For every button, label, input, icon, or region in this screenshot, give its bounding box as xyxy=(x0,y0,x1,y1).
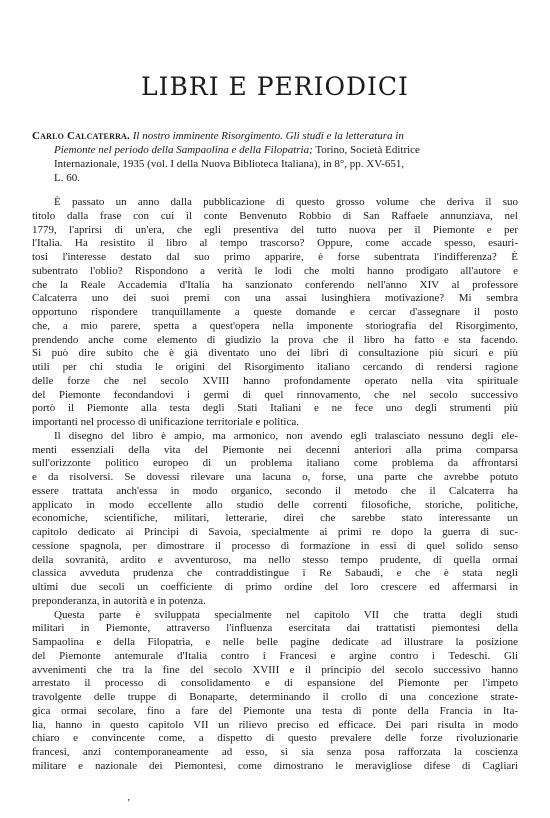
text-line: che la Reale Accademia d'Italia ha sanzionato conferendo nell'anno XIV al professore xyxy=(32,278,518,291)
text-line: essere trattata anch'essa in modo organico, secondo il metodo che il Calcaterra ha xyxy=(32,484,518,497)
text-line: titolo dalla frase con cui il conte Benvenuto Robbio di San Raffaele annunziava, nel xyxy=(32,209,518,222)
text-line: utili per chi studia le origini del Risorgimento italiano cercando di rendersi ragione xyxy=(32,361,518,373)
text-line: Sampaolina e della Filopatria, e nelle belle pagine dedicate ad illustrare la posizione xyxy=(32,636,518,648)
price: L. 60. xyxy=(54,171,80,184)
text-line: subentrato l'oblio? Rispondono a verità le lodi che molti hanno prodigato all'autore e xyxy=(32,264,518,277)
text-line: chiaro e convincente come, a dispetto di questo prevalere delle forze rivoluzionarie xyxy=(32,732,518,745)
text-line: della sovranità, ardito e avventuroso, ma nello stesso tempo prudente, di quella ormai xyxy=(32,553,518,566)
text-line: arrestato il processo di consolidamento e di espansione del Piemonte per l'impeto xyxy=(32,677,518,690)
publisher-part-2: Internazionale, 1935 (vol. I della Nuova Biblioteca Italiana), in 8°, pp. XV-651, xyxy=(54,157,405,170)
text-line: gica ormai secolare, fino a fare del Piemonte una testa di ponte della Francia in Ita- xyxy=(32,704,518,717)
text-line: Calcaterra uno dei suoi premi con una assai lusinghiera motivazione? Mi sembra xyxy=(32,292,518,305)
text-line: classica avveduta prudenza che contraddistingue i Re Sabaudi, e che è stata negli xyxy=(32,567,518,580)
text-line: francesi, anzi contemporaneamente ad esso, si sia senza posa rafforzata la coscienza xyxy=(32,746,518,758)
work-title-part-2: Piemonte nel periodo della Sampaolina e della Filopatria; xyxy=(54,143,313,156)
text-line: sull'orizzonte politico europeo di un problema italiano come problema da affrontarsi xyxy=(32,457,518,470)
reference-line-1 xyxy=(32,130,518,144)
publisher-part-1: Torino, Società Editrice xyxy=(312,143,420,156)
text-line: del Piemonte antemurale d'Italia contro i Francesi e argine contro i Tedeschi. Gli xyxy=(32,649,518,662)
bibliographic-reference xyxy=(32,130,518,186)
text-line: cessione spagnola, per dimostrare il processo di formazione in essi di quel solido senso xyxy=(32,539,518,552)
text-line: È passato un anno dalla pubblicazione di questo grosso volume che deriva il suo xyxy=(54,196,518,208)
text-line: menti essenziali della vita del Piemonte nei decenni anteriori alla prima comparsa xyxy=(32,443,518,456)
page-mark: ‚ xyxy=(127,792,131,803)
text-line: economiche, scientifiche, militari, letterarie, direi che sarebbe stato interessante un xyxy=(32,512,518,525)
text-line: delle forze che nel secolo XVIII hanno profondamente operato nella vita spirituale xyxy=(32,374,518,387)
text-line: applicato in modo eccellente allo studio delle correnti filosofiche, storiche, politiche, xyxy=(32,498,518,511)
text-line: lia, hanno in questo capitolo VII un rilievo preciso ed efficace. Dei pari risulta in modo xyxy=(32,718,518,731)
text-line: che, a mio parere, spetta a quest'opera nella imponente storiografia del Risorgimento, xyxy=(32,319,518,332)
text-line: e da risolversi. Se dovessi rilevare una lacuna o, forse, una parte che avrebbe potuto xyxy=(32,471,518,483)
text-line: 1779, l'aprirsi di un'era, che egli presentiva del tutto nuova per il Piemonte e per xyxy=(32,223,518,236)
text-line: ultimi due secoli un coefficiente di primo ordine del loro crescere ed affermarsi in xyxy=(32,581,518,593)
text-line: avvenimenti che tra la fine del secolo XVIII e il principio del secolo successivo hanno xyxy=(32,663,518,676)
text-line: capitolo dedicato ai Principi di Savoia, specialmente ai primi re dopo la guerra di suc- xyxy=(32,526,518,538)
section-title: LIBRI E PERIODICI xyxy=(141,72,409,101)
text-line: opportuno rispondere tranquillamente a queste domande e cercar d'assegnare il posto xyxy=(32,306,518,318)
text-line: portò il Piemonte alla testa degli Stati Italiani e ne fece uno degli strumenti più xyxy=(32,402,518,415)
text-line: l'Italia. Ha resistito il libro al tempo trascorso? Oppure, come accade spesso, esauri- xyxy=(32,237,518,250)
text-line: travolgente delle truppe di Bonaparte, determinando il crollo di una concezione strate- xyxy=(32,691,518,703)
text-line: importanti nel processo di unificazione territoriale e politica. xyxy=(32,416,299,428)
text-line: preponderanza, in autorità e in potenza. xyxy=(32,594,206,607)
review-author: Carlo Calcaterra. xyxy=(32,130,130,142)
text-line: militari in Piemonte, attraverso l'influenza esercitata dai trattatisti piemontesi della xyxy=(32,622,518,635)
text-line: tosi l'interesse destato dal suo primo apparire, è forse subentrata l'indifferenza? È xyxy=(32,251,518,263)
review-body xyxy=(32,196,518,774)
reference-line-2 xyxy=(32,144,518,158)
text-line: prendendo anche come elemento di giudizio la prova che il libro ha fatto e sta facendo. xyxy=(32,333,518,346)
text-line: Questa parte è sviluppata specialmente nel capitolo VII che tratta degli studi xyxy=(54,608,518,621)
text-line: del Piemonte fecondandovi i germi di quel rinnovamento, che nel secolo successivo xyxy=(32,388,518,401)
text-line: Il disegno del libro è ampio, ma armonico, non avendo egli tralasciato nessuno degli ele- xyxy=(54,429,518,442)
text-line: militare e nazionale dei Piemontesi, come dimostrano le meravigliose difese di Cagliari xyxy=(32,759,518,772)
text-line: Si può dire subito che è già diventato uno dei libri di consultazione più sicuri e più xyxy=(32,347,518,360)
work-title-part-1: Il nostro imminente Risorgimento. Gli studi e la letteratura in xyxy=(132,130,404,142)
